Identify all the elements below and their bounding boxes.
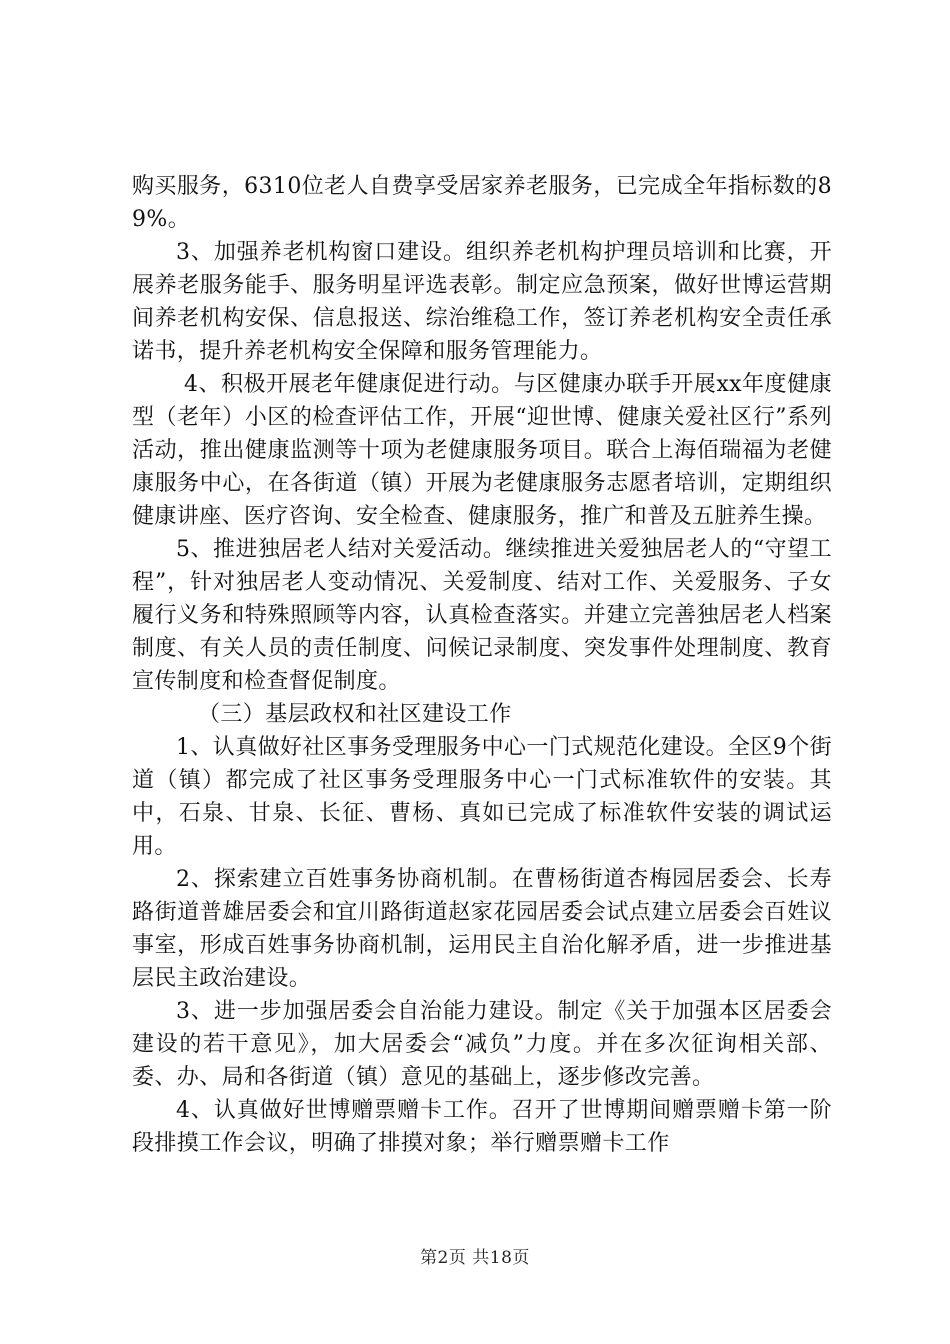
page-number-footer: 第2页 共18页 [420,1248,530,1268]
paragraph-item-5-elderly-living-alone: 5、推进独居老人结对关爱活动。继续推进关爱独居老人的“守望工程”，针对独居老人变动情况、关爱制度、结对工作、关爱服务、子女履行义务和特殊照顾等内容，认真检查落实。并建立完善独居老人档案制度、有关人员的责任制度、问候记录制度、突发事件处理制度、教育宣传制度和检查督促制度。 [132,537,832,694]
paragraph-item-2-consultation: 2、探索建立百姓事务协商机制。在曹杨街道杏梅园居委会、长寿路街道普雄居委会和宜川路街道赵家花园居委会试点建立居委会百姓议事室，形成百姓事务协商机制，运用民主自治化解矛盾，进一步推进基层民主政治建设。 [132,867,832,991]
paragraph-item-4-health-promotion: 4、积极开展老年健康促进行动。与区健康办联手开展xx年度健康型（老年）小区的检查评估工作，开展“迎世博、健康关爱社区行”系列活动，推出健康监测等十项为老健康服务项目。联合上海佰瑞福为老健康服务中心，在各街道（镇）开展为老健康服务志愿者培训，定期组织健康讲座、医疗咨询、安全检查、健康服务，推广和普及五脏养生操。 [132,372,832,529]
section-heading-community-building: （三）基层政权和社区建设工作 [198,702,512,727]
paragraph-item-3-residents-committee: 3、进一步加强居委会自治能力建设。制定《关于加强本区居委会建设的若干意见》，加大居委会“减负”力度。并在多次征询相关部、委、办、局和各街道（镇）意见的基础上，逐步修改完善。 [132,999,832,1090]
paragraph-continuation: 购买服务，6310位老人自费享受居家养老服务，已完成全年指标数的89%。 [132,174,832,232]
paragraph-item-1-service-center: 1、认真做好社区事务受理服务中心一门式规范化建设。全区9个街道（镇）都完成了社区事务受理服务中心一门式标准软件的安装。其中，石泉、甘泉、长征、曹杨、真如已完成了标准软件安装的调试运用。 [132,735,832,859]
paragraph-item-4-expo-tickets: 4、认真做好世博赠票赠卡工作。召开了世博期间赠票赠卡第一阶段排摸工作会议，明确了排摸对象；举行赠票赠卡工作 [132,1098,832,1156]
paragraph-item-3-nursing-homes: 3、加强养老机构窗口建设。组织养老机构护理员培训和比赛，开展养老服务能手、服务明星评选表彰。制定应急预案，做好世博运营期间养老机构安保、信息报送、综治维稳工作，签订养老机构安全责任承诺书，提升养老机构安全保障和服务管理能力。 [132,240,832,364]
document-body [132,170,832,1160]
